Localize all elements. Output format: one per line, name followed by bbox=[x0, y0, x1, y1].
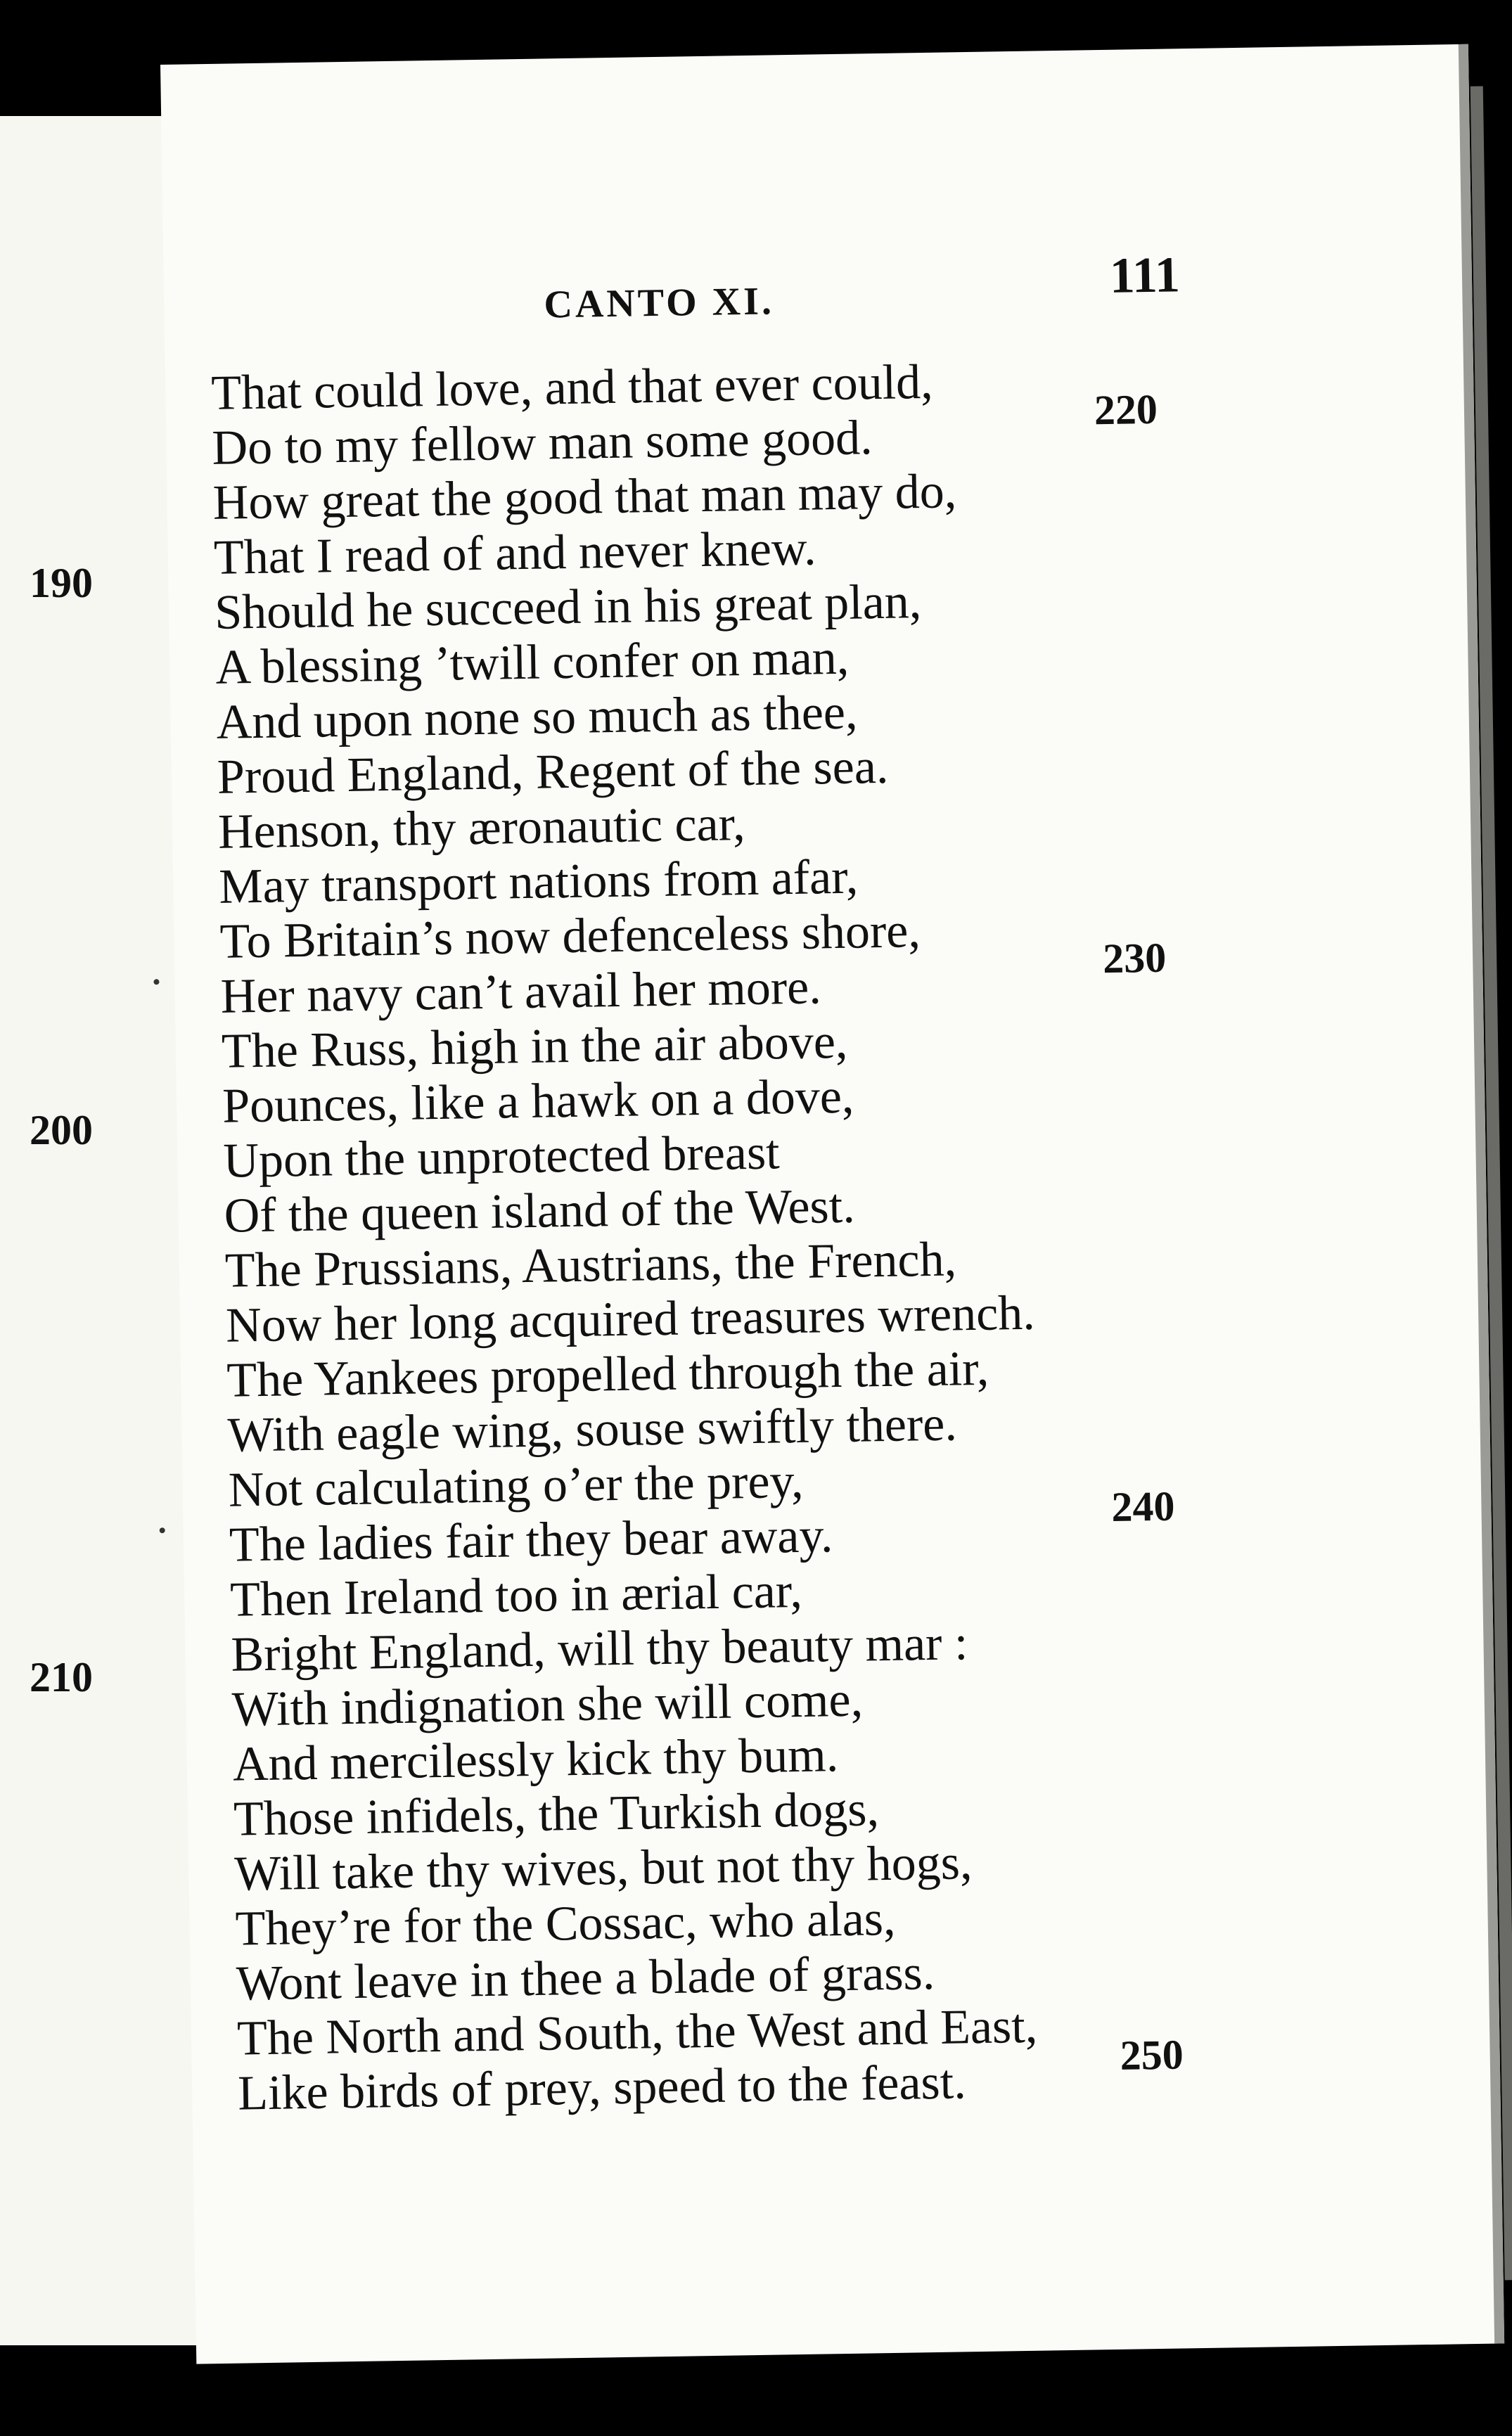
verse-line: The ladies fair they bear away. bbox=[229, 1508, 833, 1572]
verse-line: And mercilessly kick thy bum. bbox=[232, 1728, 839, 1792]
verse-line: Should he succeed in his great plan, bbox=[214, 575, 922, 640]
line-number: 240 bbox=[1110, 1482, 1175, 1531]
verse-block bbox=[211, 354, 1048, 2122]
verse-line: They’re for the Cossac, who alas, bbox=[235, 1891, 897, 1956]
verse-line: That could love, and that ever could, bbox=[210, 354, 934, 421]
verse-line: How great the good that man may do, bbox=[212, 464, 957, 530]
verse-line: The Russ, high in the air above, bbox=[221, 1014, 848, 1079]
verse-line: Wont leave in thee a blade of grass. bbox=[236, 1946, 935, 2011]
page-number: 111 bbox=[1109, 246, 1181, 304]
verse-line: Do to my fellow man some good. bbox=[211, 411, 873, 475]
verse-line: Of the queen island of the West. bbox=[224, 1179, 856, 1243]
line-number: 230 bbox=[1102, 934, 1167, 982]
verse-line: Her navy can’t avail her more. bbox=[220, 960, 822, 1024]
ink-speck bbox=[160, 1527, 165, 1533]
verse-line: Proud England, Regent of the sea. bbox=[217, 739, 889, 804]
verse-line: Bright England, will thy beauty mar : bbox=[230, 1616, 968, 1682]
verse-line: And upon none so much as thee, bbox=[216, 685, 858, 750]
verse-line: A blessing ’twill confer on man, bbox=[214, 630, 850, 695]
verse-line: With indignation she will come, bbox=[231, 1672, 864, 1737]
verse-line: The Prussians, Austrians, the French, bbox=[224, 1232, 957, 1298]
verse-line: The North and South, the West and East, bbox=[236, 1999, 1038, 2066]
verse-line: Those infidels, the Turkish dogs, bbox=[233, 1782, 880, 1847]
ink-speck bbox=[153, 979, 159, 985]
verse-line: With eagle wing, souse swiftly there. bbox=[227, 1397, 958, 1463]
running-head: CANTO XI. bbox=[543, 279, 775, 327]
verse-line: Will take thy wives, but not thy hogs, bbox=[233, 1835, 973, 1902]
verse-line: To Britain’s now defenceless shore, bbox=[219, 904, 921, 969]
facing-line-number: 210 bbox=[30, 1654, 93, 1700]
verse-line: Upon the unprotected breast bbox=[222, 1125, 781, 1188]
verse-line: Henson, thy æronautic car, bbox=[217, 797, 746, 859]
facing-line-number: 200 bbox=[30, 1107, 93, 1153]
verse-line: Like birds of prey, speed to the feast. bbox=[237, 2055, 967, 2121]
verse-line: Not calculating o’er the prey, bbox=[228, 1454, 804, 1518]
page-edge bbox=[1471, 86, 1512, 2280]
facing-line-number: 190 bbox=[30, 560, 93, 606]
verse-line: Now her long acquired treasures wrench. bbox=[225, 1286, 1036, 1353]
verse-line: Then Ireland too in ærial car, bbox=[229, 1563, 803, 1627]
verse-line: The Yankees propelled through the air, bbox=[226, 1341, 989, 1408]
line-number: 220 bbox=[1094, 385, 1158, 434]
verse-line: Pounces, like a hawk on a dove, bbox=[222, 1069, 854, 1134]
verse-line: That I read of and never knew. bbox=[213, 521, 816, 585]
book-page bbox=[160, 44, 1504, 2364]
verse-line: May transport nations from afar, bbox=[218, 850, 859, 914]
line-number: 250 bbox=[1120, 2031, 1184, 2079]
